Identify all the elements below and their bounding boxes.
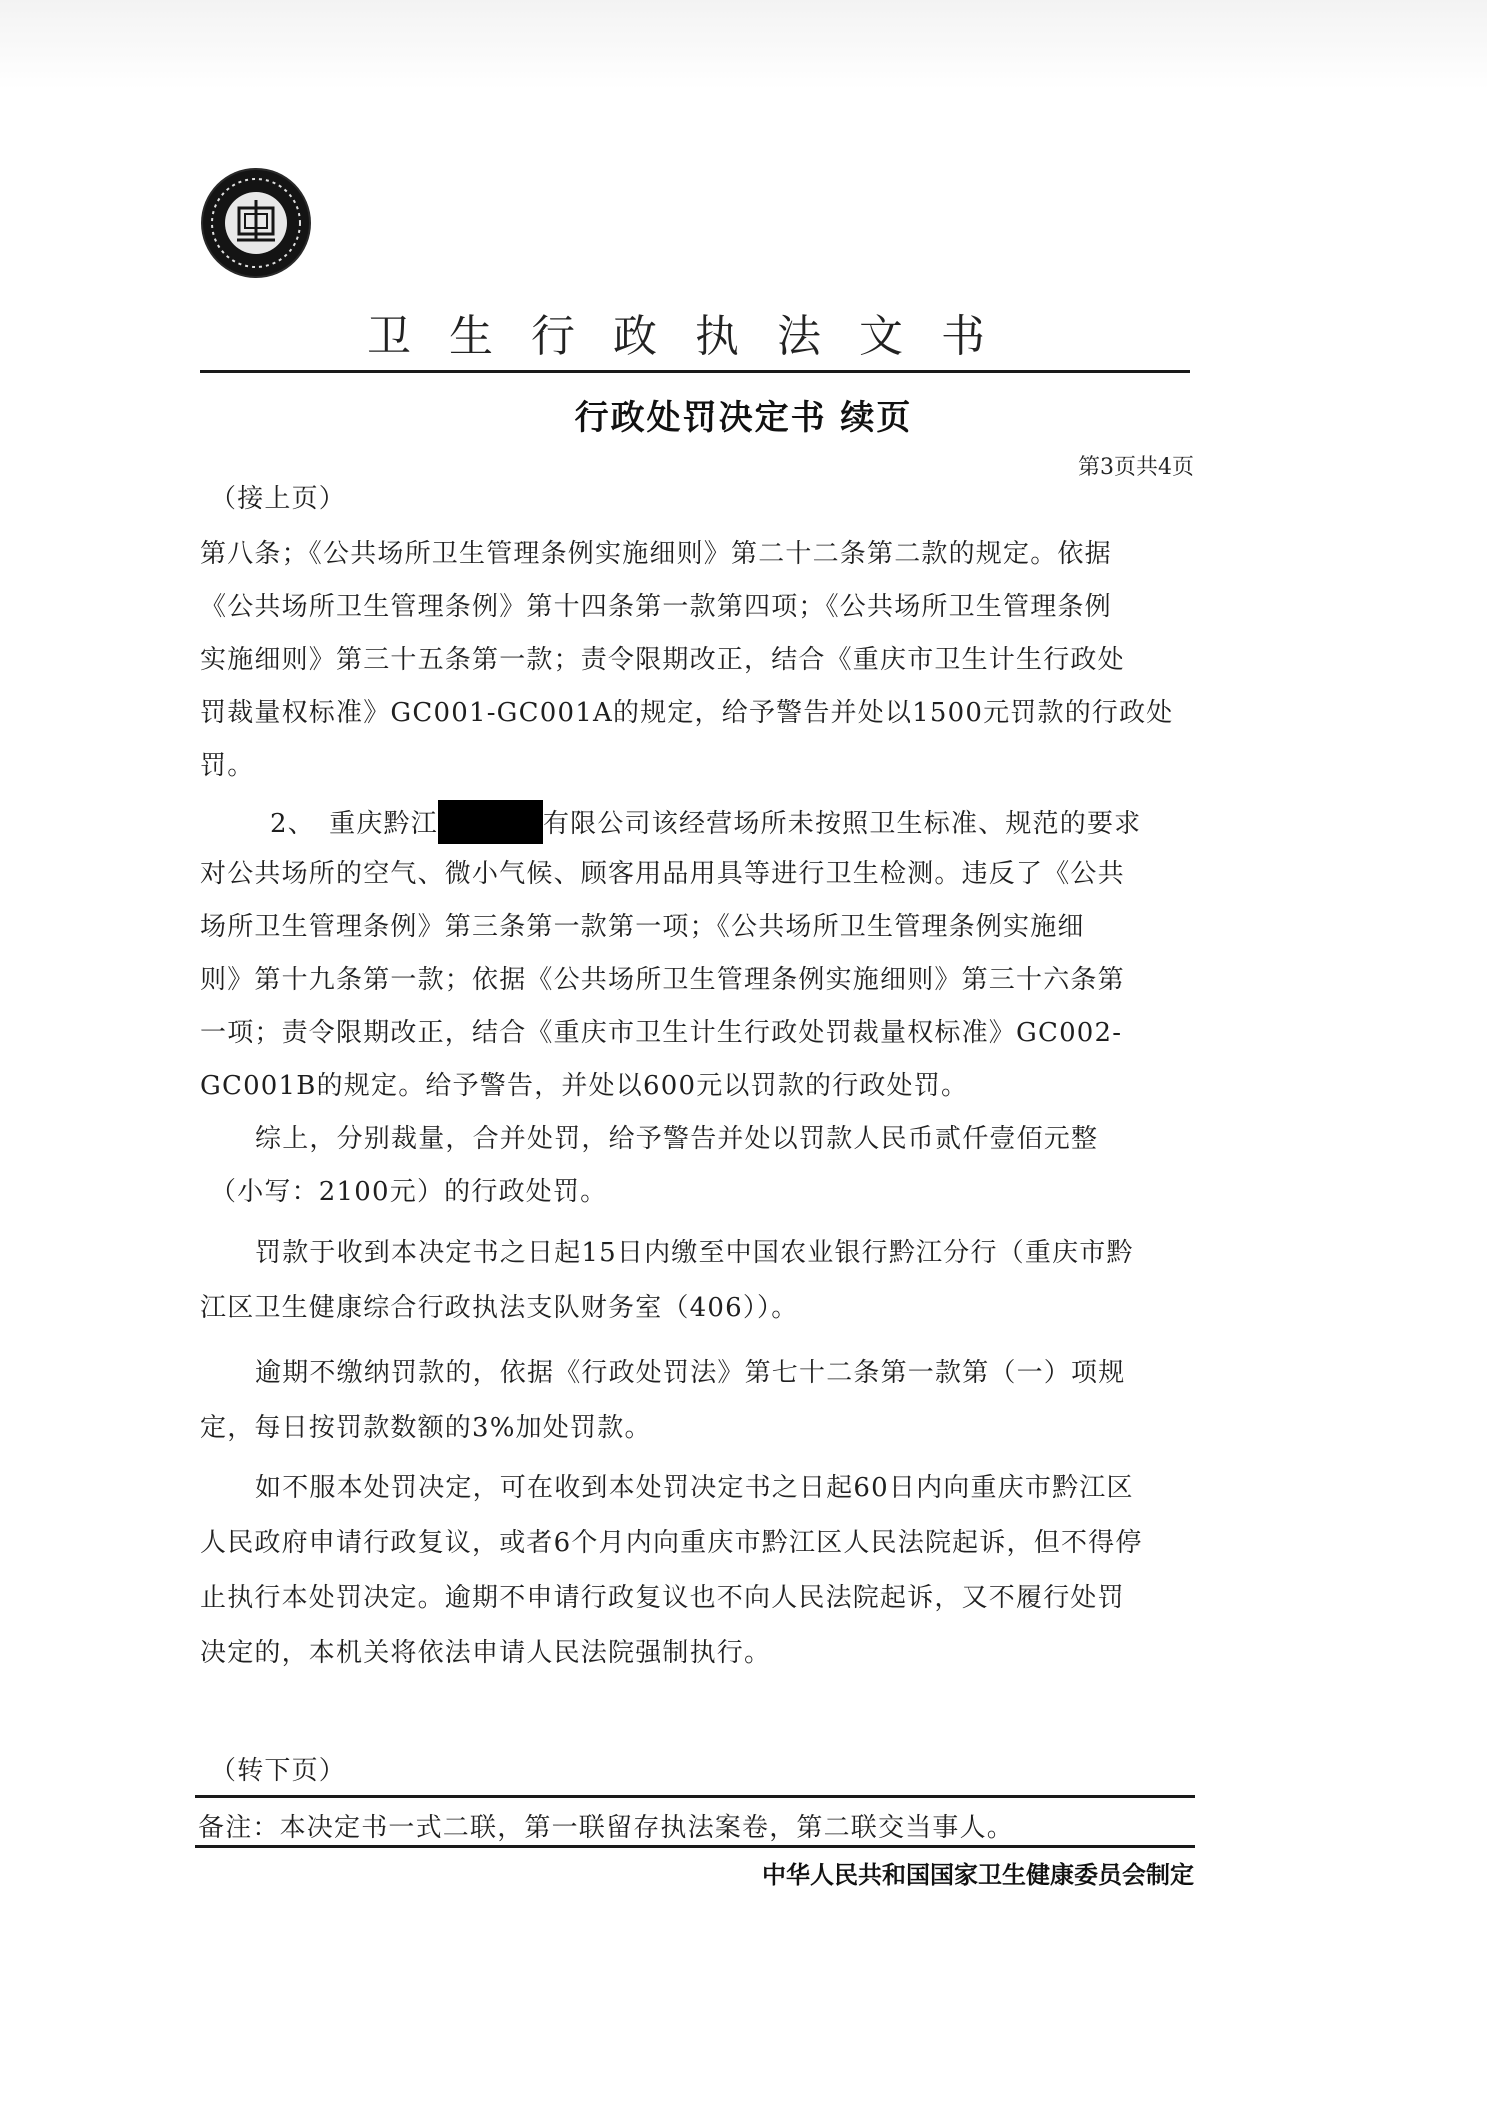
appeal-line: 人民政府申请行政复议，或者6个月内向重庆市黔江区人民法院起诉，但不得停 bbox=[200, 1528, 1143, 1558]
body-line: 第八条；《公共场所卫生管理条例实施细则》第二十二条第二款的规定。依据 bbox=[200, 539, 1112, 569]
body-line: 则》第十九条第一款；依据《公共场所卫生管理条例实施细则》第三十六条第 bbox=[200, 965, 1125, 995]
body-line: 《公共场所卫生管理条例》第十四条第一款第四项；《公共场所卫生管理条例 bbox=[200, 592, 1112, 622]
overdue-line: 逾期不缴纳罚款的，依据《行政处罚法》第七十二条第一款第（一）项规 bbox=[255, 1358, 1126, 1388]
appeal-line: 止执行本处罚决定。逾期不申请行政复议也不向人民法院起诉，又不履行处罚 bbox=[200, 1583, 1125, 1613]
overdue-line: 定，每日按罚款数额的3%加处罚款。 bbox=[200, 1413, 652, 1443]
body-line: GC001B的规定。给予警告，并处以600元以罚款的行政处罚。 bbox=[200, 1071, 969, 1101]
item-2-first-line bbox=[270, 800, 1200, 844]
summary-line: （小写：2100元）的行政处罚。 bbox=[210, 1177, 608, 1207]
body-line: 罚裁量权标准》GC001-GC001A的规定，给予警告并处以1500元罚款的行政处 bbox=[200, 698, 1174, 728]
masthead: 卫生行政执法文书 bbox=[367, 311, 1023, 362]
body-line: 罚。 bbox=[200, 751, 255, 781]
page-number: 第3页共4页 bbox=[1078, 455, 1194, 480]
footer-note: 备注：本决定书一式二联，第一联留存执法案卷，第二联交当事人。 bbox=[198, 1813, 1015, 1843]
body-line: 场所卫生管理条例》第三条第一款第一项；《公共场所卫生管理条例实施细 bbox=[200, 912, 1085, 942]
footer-rule-bottom bbox=[195, 1845, 1195, 1848]
redaction-block bbox=[438, 800, 543, 844]
continued-to: （转下页） bbox=[210, 1756, 347, 1786]
appeal-line: 决定的，本机关将依法申请人民法院强制执行。 bbox=[200, 1638, 772, 1668]
masthead-rule bbox=[200, 370, 1190, 373]
document-title: 行政处罚决定书 续页 bbox=[574, 398, 913, 438]
payment-line: 罚款于收到本决定书之日起15日内缴至中国农业银行黔江分行（重庆市黔 bbox=[255, 1238, 1134, 1268]
continued-from: （接上页） bbox=[210, 484, 347, 514]
body-line: 实施细则》第三十五条第一款；责令限期改正，结合《重庆市卫生计生行政处 bbox=[200, 645, 1125, 675]
item-2-suffix: 有限公司该经营场所未按照卫生标准、规范的要求 bbox=[542, 809, 1142, 839]
payment-line: 江区卫生健康综合行政执法支队财务室（406））。 bbox=[200, 1293, 799, 1323]
footer-rule-top bbox=[195, 1795, 1195, 1798]
body-line: 对公共场所的空气、微小气候、顾客用品用具等进行卫生检测。违反了《公共 bbox=[200, 859, 1125, 889]
issuer: 中华人民共和国国家卫生健康委员会制定 bbox=[762, 1861, 1194, 1889]
body-line: 一项；责令限期改正，结合《重庆市卫生计生行政处罚裁量权标准》GC002- bbox=[200, 1018, 1123, 1048]
national-emblem-icon bbox=[203, 170, 309, 276]
item-2-prefix: 2、 重庆黔江 bbox=[270, 809, 438, 839]
summary-line: 综上，分别裁量，合并处罚，给予警告并处以罚款人民币贰仟壹佰元整 bbox=[255, 1124, 1099, 1154]
appeal-line: 如不服本处罚决定，可在收到本处罚决定书之日起60日内向重庆市黔江区 bbox=[255, 1473, 1134, 1503]
